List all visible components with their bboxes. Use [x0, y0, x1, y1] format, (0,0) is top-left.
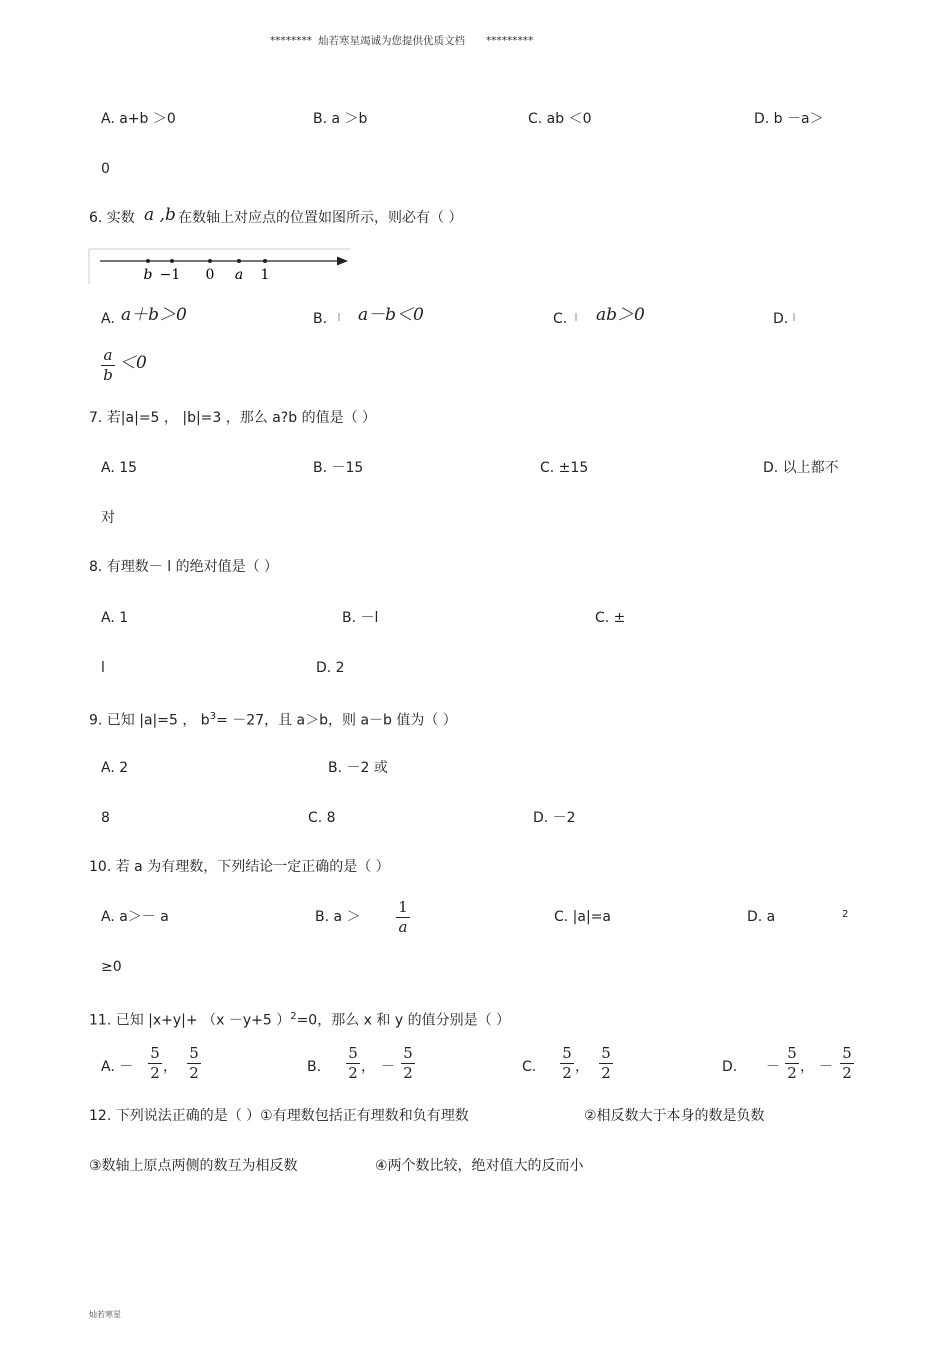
q7-option-d-continued: 对: [101, 510, 115, 526]
q11-a-fraction-2: [187, 1046, 201, 1081]
q8-option-a: A. 1: [101, 610, 129, 626]
q11-c-comma: ，: [575, 1059, 589, 1075]
fraction-numerator: 5: [189, 1044, 199, 1062]
q6-option-d-fraction: [101, 348, 115, 383]
q11-stem: [89, 1008, 510, 1030]
fraction-numerator: a: [103, 346, 113, 364]
q12-statement-2: ②相反数大于本身的数是负数: [584, 1108, 765, 1124]
q7-stem: 7. 若|a|=5 ， |b|=3 ，那么 a?b 的值是（ ）: [89, 410, 377, 426]
q10-option-d-continued: ≥0: [101, 959, 122, 975]
q11-d-fraction-2: [840, 1046, 854, 1081]
q12-stem: 12. 下列说法正确的是（ ）①有理数包括正有理数和负有理数: [89, 1108, 469, 1124]
q10-option-a: A. a＞－ a: [101, 909, 169, 925]
header-stars-right: *********: [486, 35, 534, 47]
q11-d-fraction-1: [785, 1046, 799, 1081]
q8-option-c: C. ±: [595, 610, 626, 626]
q5-option-d: D. b －a＞: [754, 111, 824, 127]
footer-text: 灿若寒星: [89, 1310, 121, 1319]
q8-option-c-continued: l: [101, 660, 105, 676]
q7-option-a: A. 15: [101, 460, 138, 476]
q6-option-a-label: A.: [101, 311, 115, 327]
q6-option-c-label: C.: [553, 311, 568, 327]
fraction-denominator: b: [103, 366, 113, 384]
q11-exponent: 2: [290, 1011, 297, 1022]
q9-exponent: 3: [209, 711, 217, 722]
numberline-label-zero: 0: [205, 267, 215, 283]
fraction-denominator: 2: [601, 1064, 611, 1082]
header-stars-left: ********: [270, 35, 312, 47]
q8-option-b: B. －l: [342, 610, 379, 626]
q11-d-comma: ，: [800, 1059, 814, 1075]
fraction-numerator: 5: [842, 1044, 852, 1062]
fraction-denominator: 2: [403, 1064, 413, 1082]
q8-stem: 8. 有理数－ l 的绝对值是（ ）: [89, 559, 279, 575]
q12-statement-4: ④两个数比较，绝对值大的反而小: [375, 1158, 584, 1174]
fraction-denominator: 2: [562, 1064, 572, 1082]
fraction-denominator: 2: [348, 1064, 358, 1082]
q6-option-b-label: B.: [313, 311, 328, 327]
q5-option-b: B. a ＞b: [313, 111, 368, 127]
q11-stem-rest: =0，那么 x 和 y 的值分别是（ ）: [296, 1012, 511, 1029]
q11-c-fraction-1: [560, 1046, 574, 1081]
q11-stem-text: 11. 已知 |x+y|+ （x －y+5 ）: [89, 1012, 291, 1029]
artifact-mark: [338, 313, 340, 321]
q11-b-fraction-1: [346, 1046, 360, 1081]
fraction-numerator: 5: [150, 1044, 160, 1062]
fraction-numerator: 5: [787, 1044, 797, 1062]
q9-option-d: D. －2: [533, 810, 576, 826]
q5-option-c: C. ab ＜0: [528, 111, 592, 127]
fraction-numerator: 5: [562, 1044, 572, 1062]
q9-option-a: A. 2: [101, 760, 129, 776]
q5-option-a: A. a+b ＞0: [101, 111, 176, 127]
q5-option-d-continued: 0: [101, 161, 110, 177]
q11-c-fraction-2: [599, 1046, 613, 1081]
artifact-mark: [793, 313, 795, 321]
numberline-label-a: a: [234, 267, 244, 283]
q9-stem-prefix: [89, 708, 457, 730]
fraction-numerator: 5: [403, 1044, 413, 1062]
q7-option-c: C. ±15: [540, 460, 589, 476]
fraction-denominator: 2: [150, 1064, 160, 1082]
q10-option-b-fraction: [396, 900, 410, 935]
numberline-label-minus-one: −1: [159, 267, 181, 283]
q7-option-d: D. 以上都不: [763, 460, 839, 476]
fraction-denominator: a: [398, 918, 408, 936]
q9-stem-rest: = －27，且 a＞b，则 a－b 值为（ ）: [216, 712, 457, 729]
q6-stem-prefix: 6. 实数: [89, 210, 135, 226]
q6-variables: a ,b: [144, 205, 176, 225]
numberline-label-b: b: [143, 267, 153, 283]
q9-option-b-continued: 8: [101, 810, 110, 826]
fraction-denominator: 2: [787, 1064, 797, 1082]
q10-option-d: D. a: [747, 909, 776, 925]
fraction-numerator: 1: [398, 898, 408, 916]
q7-option-b: B. －15: [313, 460, 364, 476]
q10-stem: 10. 若 a 为有理数，下列结论一定正确的是（ ）: [89, 859, 390, 875]
fraction-denominator: 2: [189, 1064, 199, 1082]
q11-option-b-label: B.: [307, 1059, 322, 1075]
q9-stem-text: 9. 已知 |a|=5 ， b: [89, 712, 210, 729]
q11-b-minus: －: [381, 1059, 395, 1075]
q6-option-d-rest: ＜0: [119, 353, 147, 373]
q10-option-b: B. a ＞: [315, 909, 361, 925]
fraction-numerator: 5: [348, 1044, 358, 1062]
q10-option-d-exponent: 2: [842, 909, 849, 920]
q11-d-minus-1: －: [766, 1059, 780, 1075]
q6-option-c-expr: ab＞0: [596, 305, 645, 325]
q11-d-minus-2: －: [819, 1059, 833, 1075]
q11-option-c-label: C.: [522, 1059, 537, 1075]
q11-a-fraction-1: [148, 1046, 162, 1081]
q6-number-line: [88, 248, 352, 286]
artifact-mark: [575, 313, 577, 321]
q9-option-b: B. －2 或: [328, 760, 388, 776]
q11-option-d-label: D.: [722, 1059, 738, 1075]
q10-option-c: C. |a|=a: [554, 909, 611, 925]
q6-option-a-expr: a＋b＞0: [121, 305, 187, 325]
numberline-label-one: 1: [260, 267, 270, 283]
q11-b-comma: ，: [361, 1059, 375, 1075]
q6-stem: 在数轴上对应点的位置如图所示，则必有（ ）: [178, 210, 463, 226]
q8-option-d: D. 2: [316, 660, 345, 676]
q6-option-d-label: D.: [773, 311, 789, 327]
q6-option-b-expr: a－b＜0: [358, 305, 424, 325]
q11-b-fraction-2: [401, 1046, 415, 1081]
header-title: 灿若寒星竭诚为您提供优质文档: [318, 35, 465, 47]
fraction-denominator: 2: [842, 1064, 852, 1082]
q9-option-c: C. 8: [308, 810, 336, 826]
fraction-numerator: 5: [601, 1044, 611, 1062]
q11-option-a-label: A. －: [101, 1059, 134, 1075]
q11-a-comma: ，: [163, 1059, 177, 1075]
q12-statement-3: ③数轴上原点两侧的数互为相反数: [89, 1158, 298, 1174]
